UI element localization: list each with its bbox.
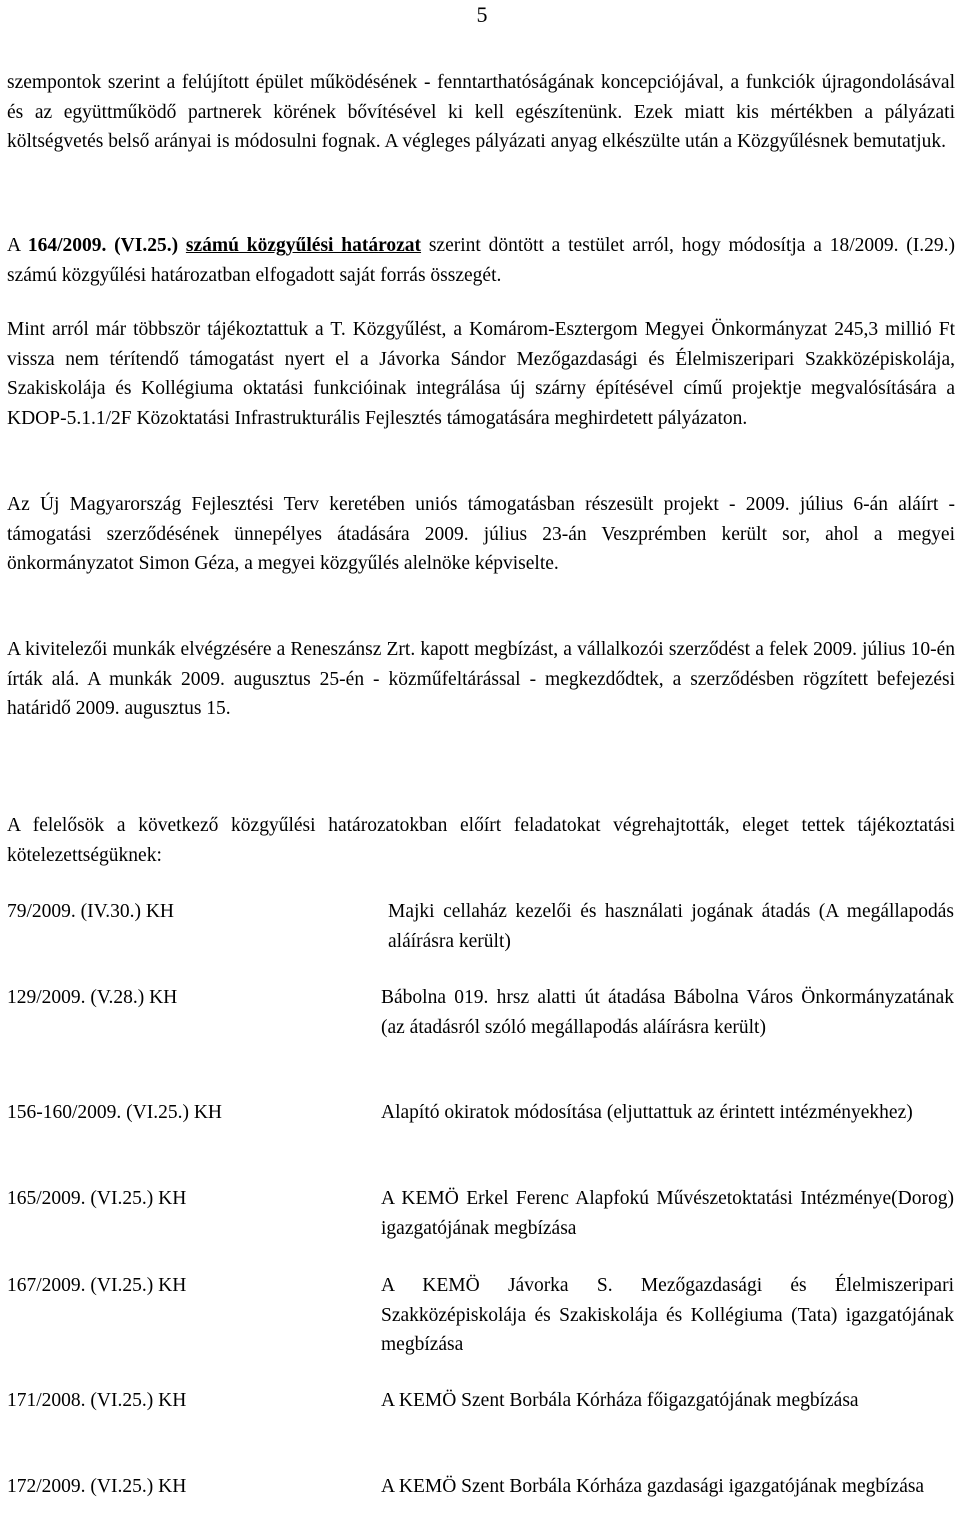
- resolution-description: Alapító okiratok módosítása (eljuttattuk az érintett intézményekhez): [381, 1102, 913, 1123]
- resolution-ref-label: számú közgyűlési határozat: [185, 235, 422, 256]
- resolution-code: 172/2009. (VI.25.) KH: [7, 1476, 187, 1497]
- resolution-description: Majki cellaház kezelői és használati jogának átadás (A megállapodás aláírásra került): [388, 901, 954, 952]
- resolution-prefix: A: [7, 235, 28, 256]
- resolution-description: A KEMÖ Szent Borbála Kórháza főigazgatójának megbízása: [381, 1390, 859, 1411]
- resolution-code: 129/2009. (V.28.) KH: [7, 987, 178, 1008]
- paragraph-responsibles-intro: A felelősök a következő közgyűlési határozatokban előírt feladatokat végrehajtották, eleget tettek tájékoztatási kötelezettségüknek:: [7, 815, 955, 866]
- resolution-description: A KEMÖ Szent Borbála Kórháza gazdasági igazgatójának megbízása: [381, 1476, 925, 1497]
- paragraph-kdop-grant: Mint arról már többször tájékoztattuk a T. Közgyűlést, a Komárom-Esztergom Megyei Önkormányzat 245,3 millió Ft vissza nem térítendő támogatást nyert el a Jávorka Sándor Mezőgazdasági és Élelmiszeripari Szakközépiskolája, Szakiskolája és Kollégiuma oktatási funkcióinak integrálása új szárny építésével című projektje megvalósítására a KDOP-5.1.1/2F Közoktatási Infrastrukturális Fejlesztés támogatására meghirdetett pályázaton.: [7, 319, 955, 429]
- resolution-code: 156-160/2009. (VI.25.) KH: [7, 1102, 223, 1123]
- resolution-code: 79/2009. (IV.30.) KH: [7, 901, 175, 922]
- resolution-description: A KEMÖ Jávorka S. Mezőgazdasági és Élelmiszeripari Szakközépiskolája és Szakiskolája és Kollégiuma (Tata) igazgatójának megbízása: [381, 1275, 954, 1356]
- resolution-ref: 164/2009. (VI.25.): [27, 235, 179, 256]
- page-number: 5: [476, 2, 488, 27]
- resolution-text: szerint döntött a testület arról, hogy módosítja a 18/2009. (I.29.) számú közgyűlési határozatban elfogadott saját forrás összegét.: [7, 235, 956, 286]
- paragraph-construction-works: A kivitelezői munkák elvégzésére a Reneszánsz Zrt. kapott megbízást, a vállalkozói szerződést a felek 2009. július 10-én írták alá. A munkák 2009. augusztus 25-én - közműfeltárással - megkezdődtek, a szerződésben rögzített befejezési határidő 2009. augusztus 15.: [7, 639, 955, 720]
- resolution-description: A KEMÖ Erkel Ferenc Alapfokú Művészetoktatási Intézménye(Dorog) igazgatójának megbízása: [381, 1188, 954, 1239]
- paragraph-resolution-164: [7, 231, 955, 290]
- paragraph-contract-signing: Az Új Magyarország Fejlesztési Terv keretében uniós támogatásban részesült projekt - 2009. július 6-án aláírt - támogatási szerződésének ünnepélyes átadására 2009. július 23-án Veszprémben került sor, ahol a megyei önkormányzatot Simon Géza, a megyei közgyűlés alelnöke képviselte.: [7, 494, 955, 575]
- paragraph-project-concept: szempontok szerint a felújított épület működésének - fenntarthatóságának koncepciójával, a funkciók újragondolásával és az együttműködő partnerek körének bővítésével ki kell egészítenünk. Ezek miatt kis mértékben a pályázati költségvetés belső arányai is módosulni fognak. A végleges pályázati anyag elkészülte után a Közgyűlésnek bemutatjuk.: [7, 72, 955, 153]
- resolution-code: 167/2009. (VI.25.) KH: [7, 1275, 187, 1296]
- resolution-code: 171/2008. (VI.25.) KH: [7, 1390, 187, 1411]
- resolution-description: Bábolna 019. hrsz alatti út átadása Bábolna Város Önkormányzatának (az átadásról szóló megállapodás aláírásra került): [381, 987, 954, 1038]
- resolution-code: 165/2009. (VI.25.) KH: [7, 1188, 187, 1209]
